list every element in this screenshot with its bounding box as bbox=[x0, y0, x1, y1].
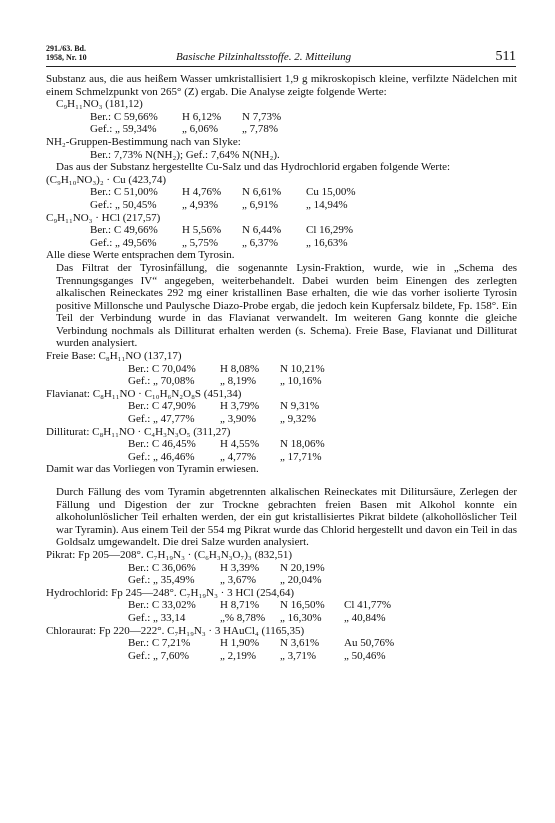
chloraurat-formula: Chloraurat: Fp 220—222°. C₇H₁₉N₃ · 3 HAuCl₄ (1165,35) bbox=[46, 624, 305, 637]
dilliturat-formula: Dilliturat: C₈H₁₁NO · C₄H₃N₃O₅ (311,27) bbox=[46, 425, 231, 438]
value-h: H 5,56% bbox=[182, 224, 222, 237]
value-h: H 3,39% bbox=[220, 561, 260, 574]
analysis-gef-row bbox=[46, 375, 517, 388]
value-c: Ber.: C 70,04% bbox=[128, 362, 196, 375]
value-n: „ 20,04% bbox=[280, 574, 322, 587]
value-n: N 7,73% bbox=[242, 110, 282, 123]
nh2-values: Ber.: 7,73% N(NH₂); Gef.: 7,64% N(NH₂). bbox=[90, 148, 280, 161]
nh2-heading: NH₂-Gruppen-Bestimmung nach van Slyke: bbox=[46, 135, 241, 148]
analysis-ber-row bbox=[46, 400, 517, 413]
value-n: N 3,61% bbox=[280, 637, 320, 650]
page-body bbox=[46, 73, 517, 662]
analysis-ber-row bbox=[46, 637, 517, 650]
value-h: „ 5,75% bbox=[182, 236, 219, 249]
value-cl: Cl 41,77% bbox=[344, 599, 392, 612]
value-au: Au 50,76% bbox=[344, 637, 395, 650]
value-h: H 1,90% bbox=[220, 637, 260, 650]
value-n: „ 9,32% bbox=[280, 413, 317, 426]
value-h: „ 4,93% bbox=[182, 198, 219, 211]
value-c: Ber.: C 47,90% bbox=[128, 400, 196, 413]
hydrochlorid-formula: Hydrochlorid: Fp 245—248°. C₇H₁₉N₃ · 3 HCl (254,64) bbox=[46, 586, 294, 599]
analysis-ber-row bbox=[46, 363, 517, 376]
value-h: H 8,08% bbox=[220, 362, 260, 375]
value-n: N 10,21% bbox=[280, 362, 325, 375]
tyrosin-conclusion: Alle diese Werte entsprachen dem Tyrosin. bbox=[46, 249, 235, 262]
value-n: N 16,50% bbox=[280, 599, 325, 612]
value-h: H 8,71% bbox=[220, 599, 260, 612]
value-n: N 9,31% bbox=[280, 400, 320, 413]
value-n: „ 6,37% bbox=[242, 236, 279, 249]
value-cu: Cu 15,00% bbox=[306, 186, 356, 199]
value-c: Gef.: „ 33,14 bbox=[128, 611, 186, 624]
value-n: N 18,06% bbox=[280, 438, 325, 451]
value-h: H 4,55% bbox=[220, 438, 260, 451]
free-base-formula: Freie Base: C₈H₁₁NO (137,17) bbox=[46, 350, 182, 363]
value-c: Ber.: C 51,00% bbox=[90, 186, 158, 199]
value-c: Gef.: „ 59,34% bbox=[90, 123, 157, 136]
value-c: Ber.: C 49,66% bbox=[90, 224, 158, 237]
tyramin-conclusion: Damit war das Vorliegen von Tyramin erwiesen. bbox=[46, 463, 259, 476]
value-c: Ber.: C 33,02% bbox=[128, 599, 196, 612]
value-h: H 3,79% bbox=[220, 400, 260, 413]
value-n: „ 16,30% bbox=[280, 611, 322, 624]
picrate-paragraph: Durch Fällung des vom Tyramin abgetrennten alkalischen Reineckates mit Dilitursäure, Zerlegen der Fällung und Digestion der zur Trockne gebrachten freien Basen mit Alkohol konnte ein alkoholunlöslicher Teil erhalten werden, der ein gut kristallisiertes Pikrat bildete (alkohollöslicher Teil war Tyramin). Aus einem Teil der 554 mg Pikrat wurde das Chlorid hergestellt und davon ein Teil in das Goldsalz umgewandelt. Die drei Salze wurden analysiert. bbox=[56, 486, 517, 549]
value-c: Ber.: C 46,45% bbox=[128, 438, 196, 451]
year-issue-line: 1958, Nr. 10 bbox=[46, 53, 87, 62]
value-h: „ 4,77% bbox=[220, 450, 257, 463]
value-c: Gef.: „ 49,56% bbox=[90, 236, 157, 249]
value-n: N 6,61% bbox=[242, 186, 282, 199]
value-c: Gef.: „ 7,60% bbox=[128, 649, 190, 662]
value-h: „ 2,19% bbox=[220, 649, 257, 662]
value-h: H 4,76% bbox=[182, 186, 222, 199]
analysis-ber-row bbox=[46, 111, 517, 124]
value-n: „ 10,16% bbox=[280, 375, 322, 388]
header-rule bbox=[46, 66, 516, 67]
value-c: Gef.: „ 47,77% bbox=[128, 413, 195, 426]
value-cl: „ 16,63% bbox=[306, 236, 348, 249]
analysis-ber-row bbox=[46, 224, 517, 237]
analysis-gef-row bbox=[46, 574, 517, 587]
analysis-gef-row bbox=[46, 123, 517, 136]
analysis-gef-row bbox=[46, 413, 517, 426]
intro-paragraph: Substanz aus, die aus heißem Wasser umkristallisiert 1,9 g mikroskopisch kleine, verfilzte Nädelchen mit einem Schmelzpunkt von 265° (Z) ergab. Die Analyse zeigte folgende Werte: bbox=[46, 73, 517, 98]
cu-intro: Das aus der Substanz hergestellte Cu-Salz und das Hydrochlorid ergaben folgende Werte: bbox=[56, 161, 451, 174]
value-n: „ 7,78% bbox=[242, 123, 279, 136]
analysis-ber-row bbox=[46, 438, 517, 451]
analysis-gef-row bbox=[46, 612, 517, 625]
value-cl: Cl 16,29% bbox=[306, 224, 354, 237]
analysis-ber-row bbox=[46, 599, 517, 612]
lysin-fraction-paragraph: Das Filtrat der Tyrosinfällung, die sogenannte Lysin-Fraktion, wurde, wie in „Schema des Trennungsganges IV“ angegeben, weiterbehandelt. Dabei wurden beim Einengen des zerlegten alkalischen Reineckates 292 mg einer kristallinen Base erhalten, die wie das vorher isolierte Tyrosin positive Millonsche und Paulysche Diazo-Probe ergab, die jedoch kein Kupfersalz bildete, Fp. 158°. Ein Teil der Verbindung wurde in das Flavianat verwandelt. Im weiteren Gang konnte die gleiche Verbindung nochmals als Dilliturat erhalten werden (s. Schema). Freie Base, Flavianat und Dilliturat wurden analysiert. bbox=[56, 261, 517, 350]
analysis-ber-row bbox=[46, 186, 517, 199]
value-c: Ber.: C 7,21% bbox=[128, 637, 191, 650]
value-h: „ 6,06% bbox=[182, 123, 219, 136]
value-au: „ 50,46% bbox=[344, 649, 386, 662]
analysis-gef-row bbox=[46, 199, 517, 212]
value-h: H 6,12% bbox=[182, 110, 222, 123]
value-n: „ 3,71% bbox=[280, 649, 317, 662]
value-c: Gef.: „ 35,49% bbox=[128, 574, 195, 587]
flavianat-formula: Flavianat: C₈H₁₁NO · C₁₀H₆N₂O₈S (451,34) bbox=[46, 387, 242, 400]
value-c: Gef.: „ 70,08% bbox=[128, 375, 195, 388]
analysis-ber-row bbox=[46, 562, 517, 575]
formula-hydrochlorid: C₉H₁₁NO₃ · HCl (217,57) bbox=[46, 211, 161, 224]
value-n: N 6,44% bbox=[242, 224, 282, 237]
value-n: N 20,19% bbox=[280, 561, 325, 574]
value-n: „ 6,91% bbox=[242, 198, 279, 211]
value-c: Gef.: „ 46,46% bbox=[128, 450, 195, 463]
pikrat-formula: Pikrat: Fp 205—208°. C₇H₁₉N₃ · (C₆H₃N₃O₇)₃ (832,51) bbox=[46, 548, 293, 561]
value-n: „ 17,71% bbox=[280, 450, 322, 463]
value-cu: „ 14,94% bbox=[306, 198, 348, 211]
journal-reference bbox=[46, 44, 87, 62]
formula-cu-salt: (C₉H₁₀NO₃)₂ · Cu (423,74) bbox=[46, 173, 166, 186]
analysis-gef-row bbox=[46, 650, 517, 663]
volume-line: 291./63. Bd. bbox=[46, 44, 87, 53]
value-h: „ 8,19% bbox=[220, 375, 257, 388]
running-header bbox=[46, 44, 516, 70]
page-number: 511 bbox=[495, 49, 516, 64]
formula-tyrosin: C₉H₁₁NO₃ (181,12) bbox=[56, 98, 143, 111]
value-c: Gef.: „ 50,45% bbox=[90, 198, 157, 211]
value-c: Ber.: C 36,06% bbox=[128, 561, 196, 574]
value-h: „ 3,90% bbox=[220, 413, 257, 426]
value-cl: „ 40,84% bbox=[344, 611, 386, 624]
value-h: „% 8,78% bbox=[220, 611, 266, 624]
running-title: Basische Pilzinhaltsstoffe. 2. Mitteilung bbox=[176, 51, 352, 63]
analysis-gef-row bbox=[46, 451, 517, 464]
value-h: „ 3,67% bbox=[220, 574, 257, 587]
analysis-gef-row bbox=[46, 237, 517, 250]
value-c: Ber.: C 59,66% bbox=[90, 110, 158, 123]
